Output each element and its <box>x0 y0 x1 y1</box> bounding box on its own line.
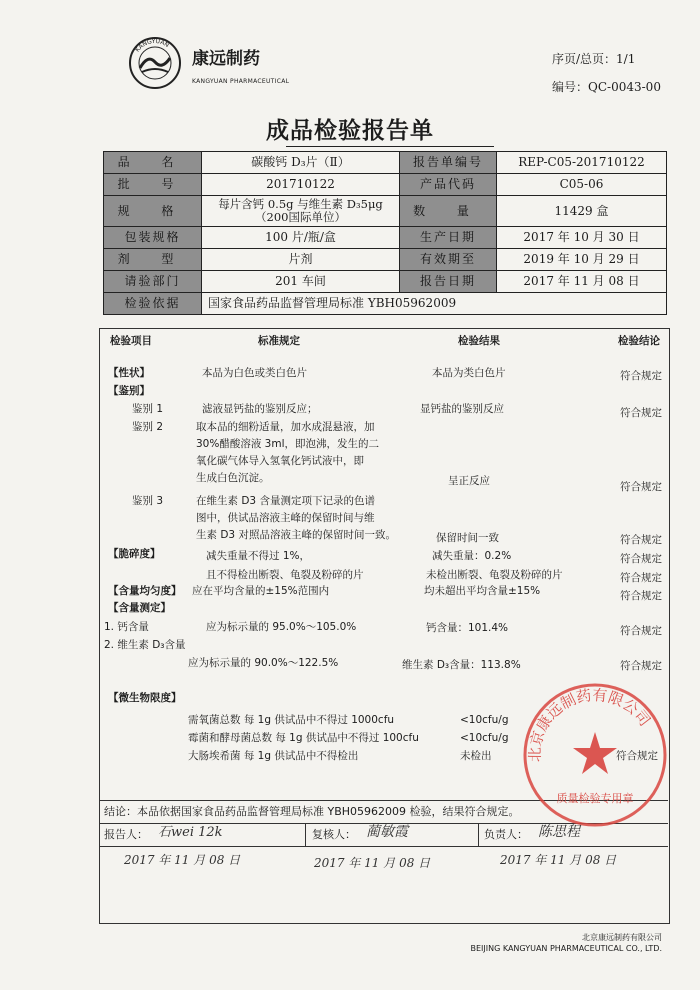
product-code-label: 产品代码 <box>400 174 497 196</box>
company-seal <box>520 680 670 830</box>
department-value: 201 车间 <box>202 271 400 293</box>
production-date-label: 生产日期 <box>400 227 497 249</box>
friability-standard-2: 且不得检出断裂、龟裂及粉碎的片 <box>206 569 364 581</box>
microbial-conclusion: 符合规定 <box>616 750 658 762</box>
doc-no-value: QC-0043-00 <box>588 80 661 94</box>
svg-text:北京康远制药有限公司: 北京康远制药有限公司 <box>525 685 654 763</box>
company-name-cn: 康远制药 <box>192 49 260 69</box>
company-name-en: KANGYUAN PHARMACEUTICAL <box>192 78 290 85</box>
ident1-conclusion: 符合规定 <box>620 407 662 419</box>
ident1-label: 鉴别 1 <box>132 403 164 415</box>
company-logo <box>128 36 182 90</box>
doc-no-label: 编号： <box>552 80 589 94</box>
assay1-conclusion: 符合规定 <box>620 625 662 637</box>
svg-text:KANGYUAN: KANGYUAN <box>134 37 171 54</box>
signature-divider-bottom <box>100 846 668 847</box>
report-no-label: 报告单编号 <box>400 152 497 174</box>
microbial-heading: 【微生物限度】 <box>108 692 182 704</box>
traits-standard: 本品为白色或类白色片 <box>202 367 307 379</box>
column-standard: 标准规定 <box>258 335 300 347</box>
product-info-table <box>103 151 667 315</box>
column-result: 检验结果 <box>458 335 500 347</box>
report-no-value: REP-C05-201710122 <box>497 152 667 174</box>
microbial3-standard: 大肠埃希菌 每 1g 供试品中不得检出 <box>188 750 359 762</box>
reviewer-date: 2017 年 11 月 08 日 <box>314 856 431 870</box>
friability-result-1: 减失重量：0.2% <box>432 550 512 562</box>
assay2-standard: 应为标示量的 90.0%～122.5% <box>188 657 339 669</box>
microbial2-standard: 霉菌和酵母菌总数 每 1g 供试品中不得过 100cfu <box>188 732 419 744</box>
assay1-result: 钙含量：101.4% <box>426 622 509 634</box>
page-info <box>552 50 635 67</box>
ident3-standard-line3: 生素 D3 对照品溶液主峰的保留时间一致。 <box>196 529 396 541</box>
assay1-label: 1. 钙含量 <box>104 621 149 633</box>
signature-separator-1 <box>305 824 306 846</box>
reporter-signature: 石wei 12k <box>158 825 223 840</box>
ident3-standard-line2: 图中，供试品溶液主峰的保留时间与维 <box>196 512 375 524</box>
ident3-conclusion: 符合规定 <box>620 534 662 546</box>
ident2-standard-line1: 取本品的细粉适量，加水成混悬液，加 <box>196 421 375 433</box>
column-item: 检验项目 <box>110 335 152 347</box>
signature-separator-2 <box>478 824 479 846</box>
product-name-value: 碳酸钙 D₃片（Ⅱ） <box>202 152 400 174</box>
product-code-value: C05-06 <box>497 174 667 196</box>
ident3-result: 保留时间一致 <box>436 532 499 544</box>
assay2-label: 2. 维生素 D₃含量 <box>104 639 186 651</box>
ident1-standard: 滤液显钙盐的鉴别反应； <box>202 403 318 415</box>
column-conclusion: 检验结论 <box>618 335 660 347</box>
uniformity-heading: 【含量均匀度】 <box>108 585 182 597</box>
expiry-value: 2019 年 10 月 29 日 <box>497 249 667 271</box>
document-number <box>552 78 661 95</box>
assay-heading: 【含量测定】 <box>108 602 171 614</box>
ident2-conclusion: 符合规定 <box>620 481 662 493</box>
ident2-label: 鉴别 2 <box>132 421 164 433</box>
ident1-result: 显钙盐的鉴别反应 <box>420 403 504 415</box>
footer-company-cn: 北京康远制药有限公司 <box>582 933 662 942</box>
microbial1-standard: 需氧菌总数 每 1g 供试品中不得过 1000cfu <box>188 714 395 726</box>
ident3-standard-line1: 在维生素 D3 含量测定项下记录的色谱 <box>196 495 375 507</box>
assay2-result: 维生素 D₃含量：113.8% <box>402 659 521 671</box>
traits-conclusion: 符合规定 <box>620 370 662 382</box>
title-underline <box>286 146 494 147</box>
friability-standard-1: 减失重量不得过 1%， <box>206 550 310 562</box>
uniformity-conclusion: 符合规定 <box>620 590 662 602</box>
basis-label: 检验依据 <box>104 293 202 315</box>
microbial1-result: <10cfu/g <box>460 714 509 726</box>
ident2-standard-line3: 氧化碳气体导入氢氧化钙试液中，即 <box>196 455 364 467</box>
reporter-label: 报告人： <box>104 828 148 841</box>
owner-label: 负责人： <box>484 828 528 841</box>
owner-date: 2017 年 11 月 08 日 <box>500 853 617 867</box>
owner-signature: 陈思程 <box>538 824 580 840</box>
production-date-value: 2017 年 10 月 30 日 <box>497 227 667 249</box>
page-value: 1/1 <box>616 52 636 66</box>
product-name-label: 品 名 <box>104 152 202 174</box>
basis-value: 国家食品药品监督管理局标准 YBH05962009 <box>202 293 667 315</box>
expiry-label: 有效期至 <box>400 249 497 271</box>
page-label: 序页/总页： <box>552 52 617 66</box>
report-date-label: 报告日期 <box>400 271 497 293</box>
friability-conclusion-2: 符合规定 <box>620 572 662 584</box>
quantity-value: 11429 盒 <box>497 196 667 227</box>
page-title: 成品检验报告单 <box>266 118 434 144</box>
batch-value: 201710122 <box>202 174 400 196</box>
reviewer-label: 复核人： <box>312 828 356 841</box>
conclusion-text: 结论：本品依据国家食品药品监督管理局标准 YBH05962009 检验，结果符合规定。 <box>104 805 520 818</box>
friability-heading: 【脆碎度】 <box>108 548 161 560</box>
friability-result-2: 未检出断裂、龟裂及粉碎的片 <box>426 569 563 581</box>
assay1-standard: 应为标示量的 95.0%～105.0% <box>206 621 357 633</box>
uniformity-result: 均未超出平均含量±15% <box>424 585 541 597</box>
package-label: 包装规格 <box>104 227 202 249</box>
assay2-conclusion: 符合规定 <box>620 660 662 672</box>
quantity-label: 数 量 <box>400 196 497 227</box>
uniformity-standard: 应在平均含量的±15%范围内 <box>192 585 330 597</box>
package-value: 100 片/瓶/盒 <box>202 227 400 249</box>
report-date-value: 2017 年 11 月 08 日 <box>497 271 667 293</box>
traits-result: 本品为类白色片 <box>432 367 506 379</box>
ident2-standard-line4: 生成白色沉淀。 <box>196 472 270 484</box>
ident2-standard-line2: 30%醋酸溶液 3ml，即泡沸，发生的二 <box>196 438 380 450</box>
reporter-date: 2017 年 11 月 08 日 <box>124 853 241 867</box>
spec-value: 每片含钙 0.5g 与维生素 D₃5μg（200国际单位） <box>202 196 400 227</box>
traits-heading: 【性状】 <box>108 367 150 379</box>
identification-heading: 【鉴别】 <box>108 385 150 397</box>
ident3-label: 鉴别 3 <box>132 495 164 507</box>
dosage-form-value: 片剂 <box>202 249 400 271</box>
svg-text:质量检验专用章: 质量检验专用章 <box>556 792 634 805</box>
microbial2-result: <10cfu/g <box>460 732 509 744</box>
footer-company-en: BEIJING KANGYUAN PHARMACEUTICAL CO., LTD. <box>470 944 662 953</box>
reviewer-signature: 蔺敏霞 <box>366 824 408 840</box>
friability-conclusion-1: 符合规定 <box>620 553 662 565</box>
ident2-result: 呈正反应 <box>448 475 490 487</box>
department-label: 请验部门 <box>104 271 202 293</box>
spec-label: 规 格 <box>104 196 202 227</box>
microbial3-result: 未检出 <box>460 750 492 762</box>
batch-label: 批 号 <box>104 174 202 196</box>
dosage-form-label: 剂 型 <box>104 249 202 271</box>
